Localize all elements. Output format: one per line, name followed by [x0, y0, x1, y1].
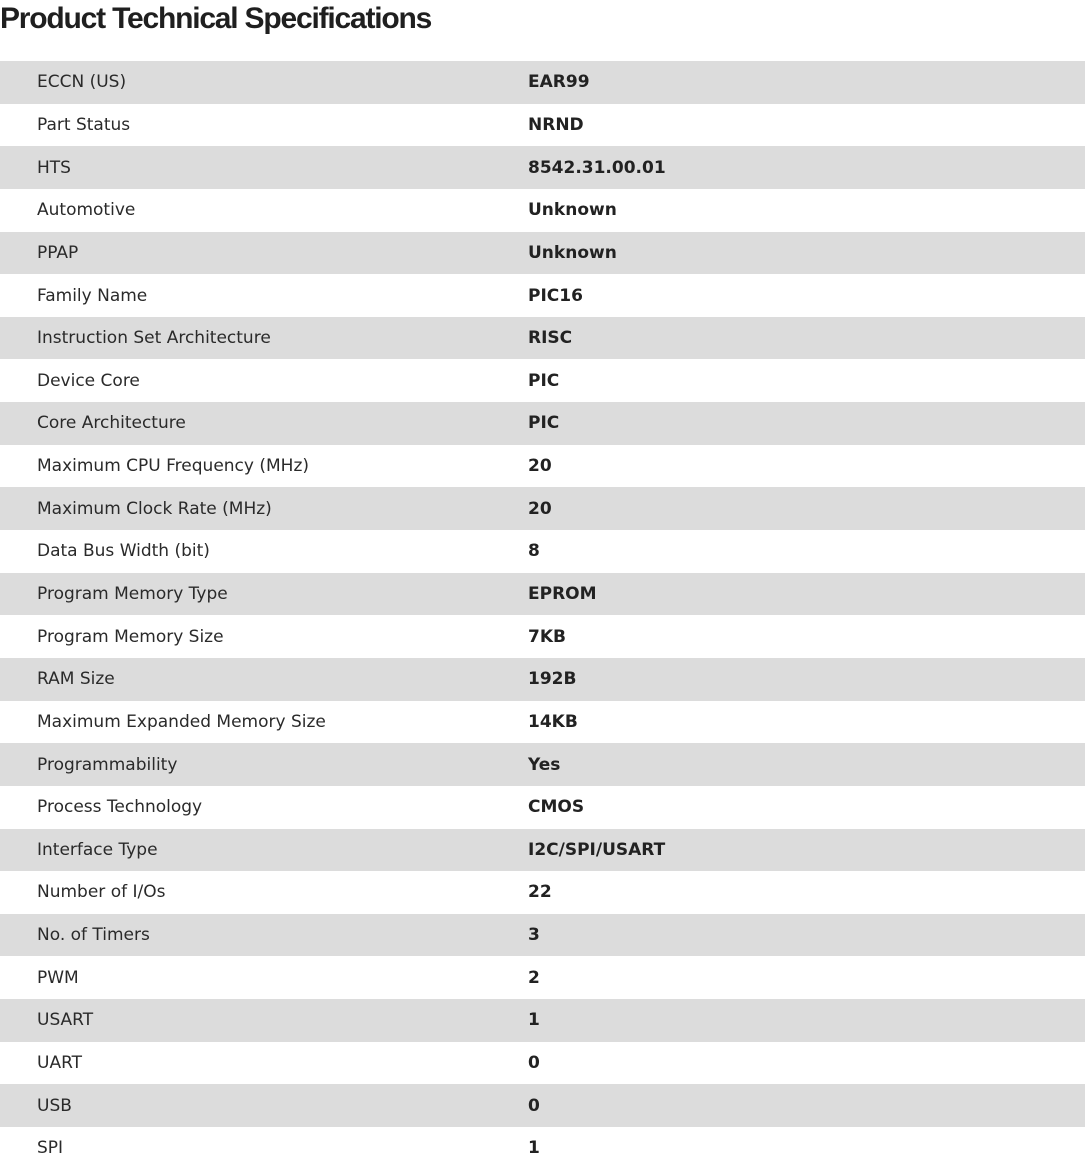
spec-label: No. of Timers — [37, 925, 150, 946]
spec-row — [0, 402, 1085, 445]
spec-value: RISC — [528, 328, 573, 349]
spec-row — [0, 189, 1085, 232]
spec-row — [0, 359, 1085, 402]
spec-label: RAM Size — [37, 669, 115, 690]
spec-value: 1 — [528, 1138, 540, 1159]
spec-row — [0, 1127, 1085, 1170]
spec-row — [0, 615, 1085, 658]
spec-label: SPI — [37, 1138, 64, 1159]
spec-label: HTS — [37, 157, 71, 178]
spec-value: 8542.31.00.01 — [528, 157, 666, 178]
spec-label: Automotive — [37, 200, 136, 221]
spec-label: Programmability — [37, 754, 178, 775]
spec-label: Process Technology — [37, 797, 203, 818]
spec-row — [0, 999, 1085, 1042]
spec-value: EAR99 — [528, 72, 590, 93]
spec-value: 8 — [528, 541, 540, 562]
spec-value: PIC — [528, 413, 560, 434]
page-title: Product Technical Specifications — [0, 2, 432, 35]
spec-value: 2 — [528, 967, 540, 988]
spec-label: Number of I/Os — [37, 882, 166, 903]
spec-value: I2C/SPI/USART — [528, 839, 666, 860]
spec-label: Interface Type — [37, 839, 158, 860]
spec-label: Program Memory Size — [37, 626, 224, 647]
spec-label: Data Bus Width (bit) — [37, 541, 210, 562]
spec-value: Unknown — [528, 242, 617, 263]
spec-label: Device Core — [37, 370, 140, 391]
spec-value: 14KB — [528, 711, 578, 732]
spec-label: PWM — [37, 967, 79, 988]
spec-table — [0, 61, 1085, 1170]
spec-row — [0, 530, 1085, 573]
spec-label: USART — [37, 1010, 94, 1031]
spec-value: NRND — [528, 114, 584, 135]
spec-label: Family Name — [37, 285, 148, 306]
spec-value: CMOS — [528, 797, 585, 818]
spec-value: 22 — [528, 882, 552, 903]
spec-value: PIC — [528, 370, 560, 391]
spec-label: Maximum CPU Frequency (MHz) — [37, 456, 309, 477]
spec-row — [0, 445, 1085, 488]
spec-label: USB — [37, 1095, 72, 1116]
spec-row — [0, 317, 1085, 360]
spec-value: EPROM — [528, 584, 597, 604]
spec-label: PPAP — [37, 242, 79, 263]
spec-label: Program Memory Type — [37, 584, 228, 604]
spec-row — [0, 786, 1085, 829]
spec-row — [0, 829, 1085, 872]
spec-value: 0 — [528, 1053, 540, 1074]
spec-row — [0, 701, 1085, 744]
spec-row — [0, 1042, 1085, 1085]
spec-row — [0, 104, 1085, 147]
spec-value: Unknown — [528, 200, 617, 221]
spec-value: 0 — [528, 1095, 540, 1116]
spec-value: 20 — [528, 456, 552, 477]
spec-value: PIC16 — [528, 285, 583, 306]
spec-row — [0, 871, 1085, 914]
spec-label: ECCN (US) — [37, 72, 127, 93]
spec-value: 1 — [528, 1010, 540, 1031]
spec-row — [0, 956, 1085, 999]
spec-row — [0, 658, 1085, 701]
spec-row — [0, 61, 1085, 104]
spec-row — [0, 274, 1085, 317]
spec-row — [0, 1084, 1085, 1127]
spec-label: UART — [37, 1053, 83, 1074]
spec-value: 192B — [528, 669, 577, 690]
spec-value: Yes — [528, 754, 561, 775]
spec-value: 3 — [528, 925, 540, 946]
spec-row — [0, 487, 1085, 530]
spec-row — [0, 743, 1085, 786]
spec-row — [0, 573, 1085, 616]
spec-value: 7KB — [528, 626, 566, 647]
spec-label: Maximum Expanded Memory Size — [37, 711, 326, 732]
spec-row — [0, 914, 1085, 957]
spec-row — [0, 232, 1085, 275]
spec-label: Part Status — [37, 114, 131, 135]
spec-row — [0, 146, 1085, 189]
spec-label: Maximum Clock Rate (MHz) — [37, 498, 272, 519]
spec-value: 20 — [528, 498, 552, 519]
spec-label: Instruction Set Architecture — [37, 328, 271, 349]
spec-label: Core Architecture — [37, 413, 186, 434]
